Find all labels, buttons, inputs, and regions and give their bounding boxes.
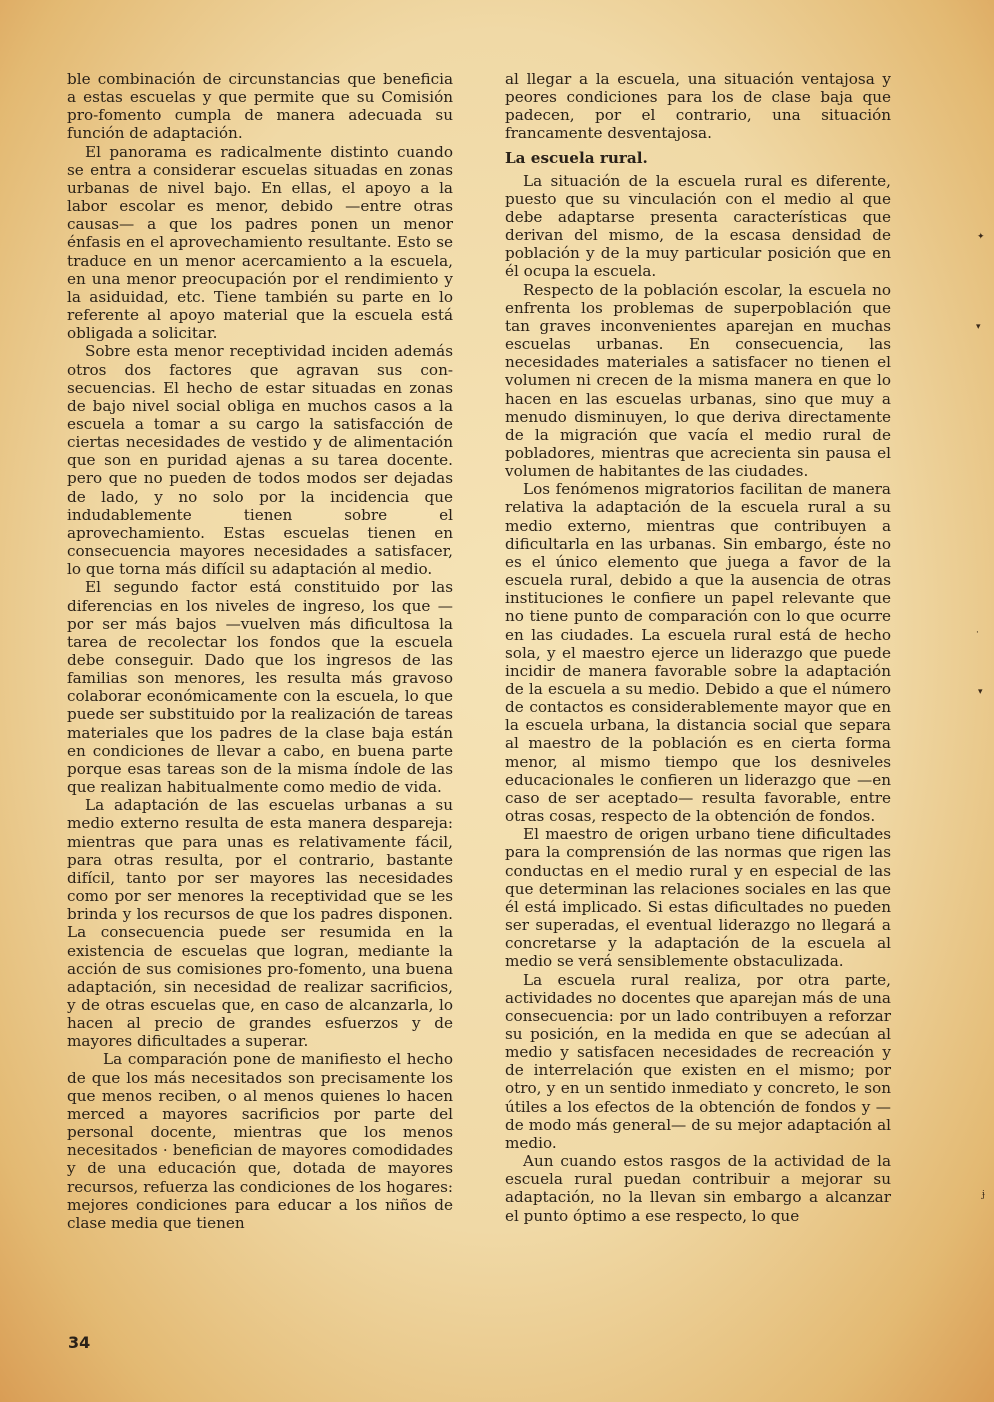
paragraph: Los fenómenos migratorios facilitan de manera relativa la adaptación de la escuela rural a su medio externo, mientras que contribuyen a dificultarla en las urbanas. Sin embargo, éste no es el único elemento que juega a favor de la escuela rural, debido a que la ausencia de otras instituciones le confiere un papel relevante que no tiene punto de comparación con lo que ocurre en las ciudades. La escuela rural está de hecho sola, y el maestro ejerce un liderazgo que puede incidir de manera favorable sobre la adaptación de la escuela a su medio. Debido a que el número de contactos es considerablemente mayor que en la escuela urbana, la distancia social que separa al maestro de la población es en cierta forma menor, al mismo tiempo que los desniveles educacionales le confieren un liderazgo que —en caso de ser aceptado— resulta favorable, entre otras cosas, respecto de la obtención de fondos. xyxy=(505,480,891,826)
paragraph: La adaptación de las escuelas urbanas a su medio externo resulta de esta manera despareja: mientras que para unas es relativamente fácil, para otras resulta, por el contrario, bastante difícil, tanto por ser mayores las necesidades como por ser menores la receptividad que se les brinda y los recursos de que los padres disponen. La consecuencia puede ser resumida en la existencia de escuelas que logran, mediante la acción de sus comisiones pro-fomento, una buena adaptación, sin necesidad de realizar sacrificios, y de otras escuelas que, en caso de alcanzarla, lo hacen al precio de grandes esfuerzos y de mayores dificultades a superar. xyxy=(67,796,453,1051)
paragraph: La comparación pone de manifiesto el hecho de que los más necesitados son precisamente los que menos reciben, o al menos quienes lo hacen merced a mayores sacrificios por parte del personal docente, mientras que los menos necesitados · benefician de mayores comodidades y de una educación que, dotada de mayores recursos, refuerza las condiciones de los hogares: mejores condiciones para educar a los niños de clase media que tienen xyxy=(67,1050,453,1232)
page-number: 34 xyxy=(68,1333,91,1352)
paragraph: al llegar a la escuela, una situación ventajosa y peores condiciones para los de clase baja que padecen, por el contrario, una situación francamente desventajosa. xyxy=(505,70,891,143)
right-column xyxy=(505,70,891,1225)
ink-speck-icon: · xyxy=(976,628,979,638)
ink-speck-icon: ✦ xyxy=(977,232,985,242)
paragraph: El maestro de origen urbano tiene dificultades para la comprensión de las normas que rigen las conductas en el medio rural y en especial de las que determinan las relaciones sociales en las que él está implicado. Si estas dificultades no pueden ser superadas, el eventual liderazgo no llegará a concretarse y la adaptación de la escuela al medio se verá sensiblemente obstaculizada. xyxy=(505,825,891,971)
paragraph: El panorama es radicalmente distinto cuando se entra a considerar escuelas situadas en zonas urbanas de nivel bajo. En ellas, el apoyo a la labor escolar es menor, debido —entre otras causas— a que los padres ponen un menor énfasis en el aprovechamiento resultante. Esto se traduce en un menor acercamiento a la escuela, en una menor preocupación por el rendimiento y la asiduidad, etc. Tiene también su parte en lo referente al apoyo material que la escuela está obligada a solicitar. xyxy=(67,142,453,343)
paragraph: Respecto de la población escolar, la escuela no enfrenta los problemas de superpoblación que tan graves inconvenientes aparejan en muchas escuelas urbanas. En consecuencia, las necesidades materiales a satisfacer no tienen el volumen ni crecen de la misma manera en que lo hacen en las escuelas urbanas, sino que muy a menudo disminuyen, lo que deriva directamente de la migración que vacía el medio rural de pobladores, mientras que acrecienta sin pausa el volumen de habitantes de las ciudades. xyxy=(505,280,891,481)
left-column xyxy=(67,70,453,1232)
paragraph: ble combinación de circunstancias que beneficia a estas escuelas y que permite que su Comisión pro-fomento cumpla de manera adecuada su función de adaptación. xyxy=(67,70,453,143)
ink-speck-icon: ▾ xyxy=(976,322,981,332)
paragraph: Aun cuando estos rasgos de la actividad de la escuela rural puedan contribuir a mejorar su adaptación, no la llevan sin embargo a alcanzar el punto óptimo a ese respecto, lo que xyxy=(505,1152,891,1225)
ink-speck-icon: ▾ xyxy=(978,687,983,697)
paragraph: La situación de la escuela rural es diferente, puesto que su vinculación con el medio al que debe adaptarse presenta características que derivan del mismo, de la escasa densidad de población y de la muy particular posición que en él ocupa la escuela. xyxy=(505,171,891,281)
section-heading: La escuela rural. xyxy=(505,148,648,167)
paragraph: Sobre esta menor receptividad inciden además otros dos factores que agravan sus consecuencias. El hecho de estar situadas en zonas de bajo nivel social obliga en muchos casos a la escuela a tomar a su cargo la satisfacción de ciertas necesidades de vestido y de alimentación que son en puridad ajenas a su tarea docente. pero que no pueden de todos modos ser dejadas de lado, y no solo por la incidencia que indudablemente tienen sobre el aprovechamiento. Estas escuelas tienen en consecuencia mayores necesidades a satisfacer, lo que torna más difícil su adaptación al medio. xyxy=(67,342,453,579)
paragraph: La escuela rural realiza, por otra parte, actividades no docentes que aparejan más de una consecuencia: por un lado contribuyen a reforzar su posición, en la medida en que se adecúan al medio y satisfacen necesidades de recreación y de interrelación que existen en el mismo; por otro, y en un sentido inmediato y concreto, le son útiles a los efectos de la obtención de fondos y —de modo más general— de su mejor adaptación al medio. xyxy=(505,970,891,1152)
ink-speck-icon: ɉ xyxy=(982,1190,985,1200)
paragraph: El segundo factor está constituido por las diferencias en los niveles de ingreso, los que —por ser más bajos —vuelven más dificultosa la tarea de recolectar los fondos que la escuela debe conseguir. Dado que los ingresos de las familias son menores, les resulta más gravoso colaborar económicamente con la escuela, lo que puede ser substituido por la realización de tareas materiales que los padres de la clase baja están en condiciones de llevar a cabo, en buena parte porque esas tareas son de la misma índole de las que realizan habitualmente como medio de vida. xyxy=(67,578,453,797)
